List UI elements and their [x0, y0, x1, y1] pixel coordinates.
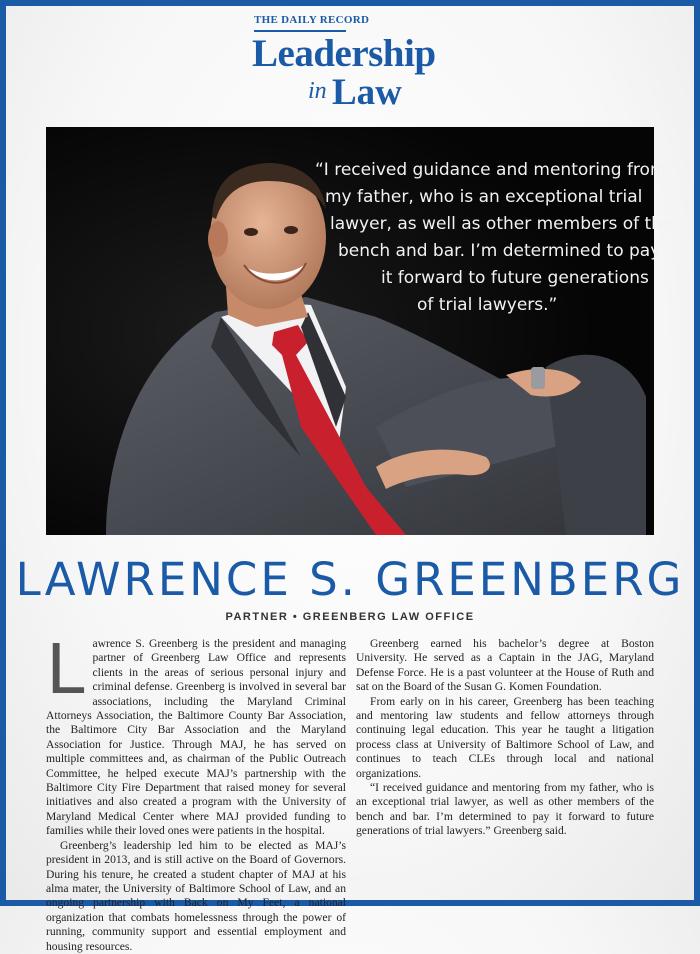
publication-name: THE DAILY RECORD	[254, 14, 370, 26]
article-paragraph: Greenberg’s leadership led him to be elected as MAJ’s president in 2013, and is still active on the Board of Governors. During his tenure, he created a student chapter of MAJ at his alma mater, the University of Baltimore School of Law, and an ongoing partnership with Back on My Feet, a national organization that combats homelessness through the power of running, community support and essential employment and housing resources.	[46, 838, 346, 953]
article-paragraph: Greenberg earned his bachelor’s degree at Boston University. He served as a Captain in the JAG, Maryland Defense Force. He is a past volunteer at the House of Ruth and sat on the Board of the Susan G. Komen Foundation.	[356, 637, 654, 694]
article-paragraph: awrence S. Greenberg is the president and managing partner of Greenberg Law Office and represents clients in the areas of serious personal injury and criminal defense. Greenberg is involved in several bar associations, including the Maryland Criminal Attorneys Association, the Baltimore County Bar Association, the Baltimore City Bar Association and the Maryland Association for Justice. Through MAJ, he has served on multiple committees and, as chairman of the Public Outreach Committee, he helped execute MAJ’s partnership with the Baltimore City Fire Department that raised money for several initiatives and also created a program with the University of Maryland Medical Center where MAJ provided funding to families while their loved ones were patients in the hospital.	[46, 637, 346, 838]
quote-line: my father, who is an exceptional trial	[325, 187, 643, 207]
logo-law: Law	[332, 72, 402, 113]
article-column-right	[356, 637, 654, 839]
quote-line: lawyer, as well as other members of the	[330, 214, 673, 234]
person-name: LAWRENCE S. GREENBERG	[15, 553, 685, 606]
portrait-photo	[46, 127, 673, 535]
masthead-logo	[252, 12, 452, 120]
quote-line: it forward to future generations	[381, 268, 649, 288]
quote-line: “I received guidance and mentoring from	[315, 160, 667, 180]
article-paragraph: “I received guidance and mentoring from my father, who is an exceptional trial lawyer, as well as other members of the bench and bar. I’m determined to pay it forward to future generations of trial lawyers.” Greenberg said.	[356, 781, 654, 838]
article-paragraph: From early on in his career, Greenberg has been teaching and mentoring law students and fellow attorneys through continuing legal education. This year he taught a litigation process class at University of Baltimore School of Law, and continues to teach CLEs through local and national organizations.	[356, 694, 654, 780]
quote-line: of trial lawyers.”	[417, 295, 558, 315]
logo-in: in	[308, 78, 327, 104]
logo-leadership: Leadership	[252, 32, 436, 75]
person-title: PARTNER • GREENBERG LAW OFFICE	[225, 611, 475, 623]
drop-cap: L	[46, 630, 85, 710]
quote-line: bench and bar. I’m determined to pay	[338, 241, 661, 261]
pull-quote	[301, 157, 673, 319]
article-column-left	[46, 630, 346, 953]
